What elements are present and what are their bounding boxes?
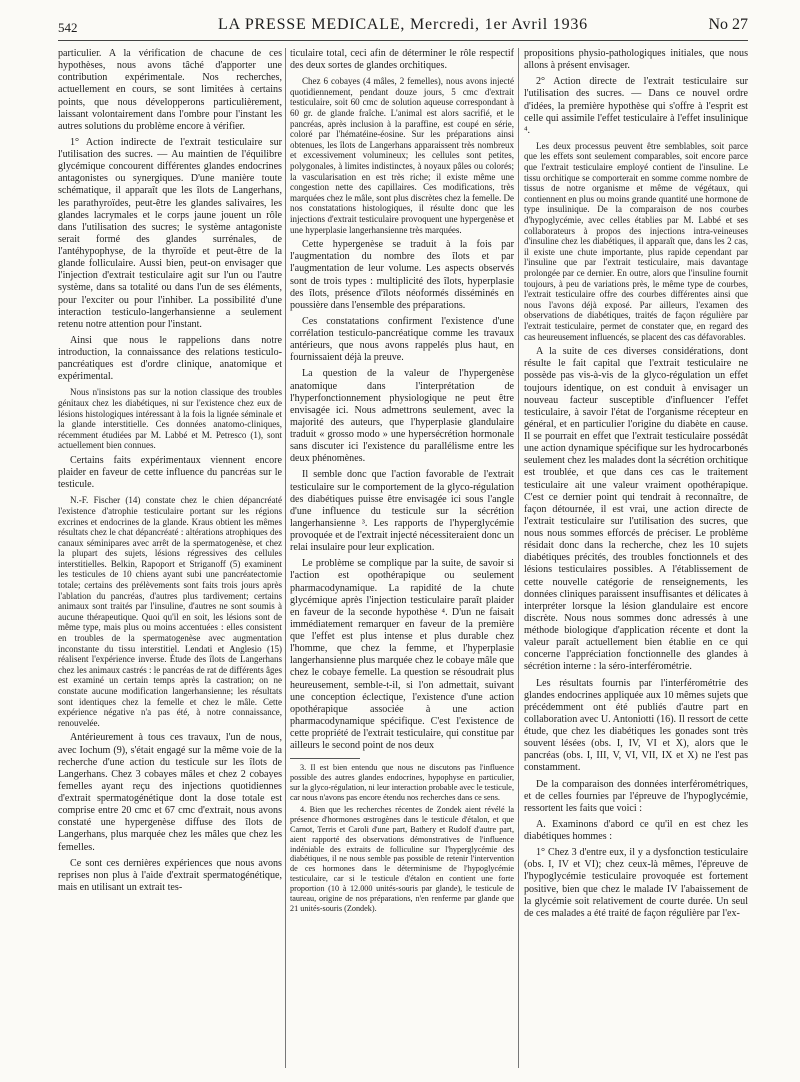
paragraph: Nous n'insistons pas sur la notion classique des troubles génitaux chez les diabétiques, ni sur l'existence chez eux de lésions histologiques intéressant à la fois la lignée séminale et la glande interstitielle. Ces données anatomo-cliniques, récemment étudiées par M. Labbé et M. Petresco (1), sont actuellement bien connues.	[58, 387, 282, 451]
footnote-rule	[290, 758, 360, 759]
paragraph: Cette hypergenèse se traduit à la fois par l'augmentation du nombre des îlots et par l'augmentation de leur volume. Les aspects observés sont de trois types : multiplicité des îlots, hyperplasie des îlots, présence d'îlots néoformés disséminés en poussière dans l'ensemble des préparations.	[290, 239, 514, 311]
paragraph: Ce sont ces dernières expériences que nous avons reprises non plus à l'aide d'extrait spermatogénétique, mais en utilisant un extrait tes-	[58, 857, 282, 893]
page-number: 542	[58, 20, 78, 35]
column-divider	[285, 48, 286, 1068]
paragraph: Le problème se complique par la suite, de savoir si l'action est opothérapique ou seulement pharmacodynamique. La rapidité de la chute glycémique après l'injection testiculaire paraît plaider en faveur de la seconde hypothèse ⁴. D'un ne faisait immédiatement remarquer en faveur de la première que l'effet est plus intense et plus durable chez l'homme, que chez la femme, et l'hyperplasie langerhansienne plus marquée chez le cobaye mâle que chez le cobaye femelle. La question se résoudrait plus heureusement, semble-t-il, si l'on admettait, suivant une conception éclectique, l'existence d'une action opothérapique associée à une action pharmacodynamique spécifique. C'est l'existence de cette propriété de l'extrait testiculaire, qui constitue par ailleurs le second point de nos deux	[290, 558, 514, 752]
paragraph: 1° Action indirecte de l'extrait testiculaire sur l'utilisation des sucres. — Au maintien de l'équilibre glycémique concourent différentes glandes endocrines antagonistes ou synergiques. D'une manière toute schématique, il apparaît que les îlots de Langerhans, les parathyroïdes, peut-être les glandes salivaires, les glandes lacrymales et le corps jaune jouent un rôle dans l'utilisation des sucres; le système antagoniste serait formé des glandes surrénales, de l'antéhypophyse, de la thyroïde et peut-être de la glande folliculaire. Aussi bien, peut-on envisager que l'injection d'extrait testiculaire agit sur l'un ou l'autre système, dans sa totalité ou dans l'un de ses éléments, pour l'exciter ou pour l'inhiber. La possibilité d'une interaction testiculo-langerhansienne a seulement retenu notre attention pour l'instant.	[58, 136, 282, 330]
column-middle-body	[290, 48, 514, 752]
paragraph: La question de la valeur de l'hypergenèse anatomique dans l'interprétation de l'hyperfonctionnement physiologique ne peut être envisagée ici. Nous admettrons seulement, avec la majorité des auteurs, que l'hyperplasie glandulaire traduit « grosso modo » une hypersécrétion hormonale sans discuter ici l'existence du parallélisme entre les deux phénomènes.	[290, 368, 514, 465]
paragraph: particulier. A la vérification de chacune de ces hypothèses, nous avons tâché d'apporter une contribution expérimentale. Nos recherches, actuellement en cours, se sont limitées à certains points, que nous développerons particulièrement, laissant volontairement dans l'ombre pour l'instant les autres solutions du problème encore à vérifier.	[58, 48, 282, 132]
column-middle	[290, 48, 514, 1078]
journal-title: LA PRESSE MEDICALE, Mercredi, 1er Avril 1936	[218, 16, 588, 33]
header-rule	[58, 40, 748, 41]
issue-number: No 27	[708, 16, 748, 33]
column-divider	[518, 48, 519, 1068]
paragraph: Ainsi que nous le rappelions dans notre introduction, la connaissance des relations testiculo-pancréatiques est d'ordre clinique, anatomique et expérimental.	[58, 334, 282, 383]
paragraph: Les deux processus peuvent être semblables, soit parce que les effets sont seulement comparables, soit encore parce que l'extrait testiculaire employé contient de l'insuline. Le tissu orchitique se comporterait en somme comme nombre de tissus de notre organisme et même de végétaux, qui contiennent en plus ou moins grande quantité une hormone de type insulinique. De la comparaison de nos courbes d'hypoglycémie, avec celles établies par M. Labbé et ses collaborateurs à propos des injections intra-veineuses d'insuline chez les diabétiques, il apparaît que, dans les 2 cas, il existe une chute importante, plus rapide cependant par l'insuline que par l'extrait testiculaire, mais davantage prolongée par ce dernier. En outre, alors que l'insuline fournit toujours, à peu de variations près, le même type de courbes, l'extrait testiculaire offre des courbes différentes ainsi que nous l'avons déjà exposé. Par ailleurs, l'examen des observations de diabétiques, traités de façon régulière par l'extrait testiculaire, permet de constater que, en regard des cas heureusement influencés, se placent des cas défavorables.	[524, 140, 748, 342]
footnote: 4. Bien que les recherches récentes de Zondek aient révélé la présence d'hormones œstrogènes dans le testicule d'étalon, et que Carnot, Terris et Caroli d'une part, Bathery et Rudolf d'autre part, aient rapporté des observations démonstratives de l'influence indéniable des extraits de folliculine sur l'hyperglycémie des diabétiques, il ne nous semble pas possible de retenir l'intervention de ces hormones dans le déterminisme de l'hypoglycémie testiculaire, car si le testicule d'étalon en contient une forte proportion (10 à 12.000 unités-souris par glande), le testicule de taureau, origine de nos préparations, n'en renferme par glande que 21 unités-souris (Zondek).	[290, 804, 514, 913]
paragraph: N.-F. Fischer (14) constate chez le chien dépancréaté l'existence d'atrophie testiculaire portant sur les régions excrines et endocrines de la glande. Kraus obtient les mêmes résultats chez le chat dépancréaté : altérations atrophiques des canaux séminipares avec arrêt de la spermatogenèse, et chez la plupart des sujets, lésions régressives des cellules interstitielles. Belkin, Rapoport et Striganoff (5) examinent les testicules de 10 chiens ayant subi une pancréatectomie totale; certains des prélèvements sont faits trois jours après l'ablation du pancréas, d'autres plus tardivement; certains animaux sont traités par l'insuline, d'autres ne sont soumis à aucune thérapeutique. Quoi qu'il en soit, les lésions sont de même type, mais plus ou moins accentuées : elles consistent en troubles de la spermatogenèse avec augmentation inconstante du tissu interstitiel. Lendati et Anglesio (15) réalisent l'expérience inverse. Étude des îlots de Langerhans chez les animaux castrés : le pancréas de rat de différents âges est examiné un certain temps après la castration; on ne constate aucune modification langerhansienne; les résultats sont identiques chez la femelle et chez le mâle. Cette expérience négative n'a pas été, à notre connaissance, renouvelée.	[58, 495, 282, 728]
paragraph: ticulaire total, ceci afin de déterminer le rôle respectif des deux sortes de glandes orchitiques.	[290, 48, 514, 72]
paragraph: Chez 6 cobayes (4 mâles, 2 femelles), nous avons injecté quotidiennement, pendant douze jours, 5 cmc d'extrait testiculaire, soit 60 cmc de solution aqueuse correspondant à 60 gr. de glande fraîche. L'animal est alors sacrifié, et le pancréas, après inclusion à la paraffine, est coupé en série, coloré par l'hématéine-éosine. Sur les préparations ainsi obtenues, les îlots de Langerhans apparaissent très nombreux et excessivement volumineux; les cellules sont petites, polygonales, à limites indistinctes, à noyaux pâles ou colorés; la vascularisation en est très riche; il existe même une congestion nette des capillaires. Ces modifications, très marquées chez le mâle, sont plus discrètes chez la femelle. De nos constatations histologiques, il résulte donc que les injections d'extrait testiculaire provoquent une hypergenèse et une hyperplasie langerhansienne très marquées.	[290, 76, 514, 235]
paragraph: propositions physio-pathologiques initiales, que nous allons à présent envisager.	[524, 48, 748, 72]
page-header	[58, 14, 748, 38]
paragraph: Ces constatations confirment l'existence d'une corrélation testiculo-pancréatique comme les travaux antérieurs, que nous avons rappelés plus haut, en fournissaient déjà la preuve.	[290, 315, 514, 364]
paragraph: 1° Chez 3 d'entre eux, il y a dysfonction testiculaire (obs. I, IV et VI); chez ceux-là mêmes, l'épreuve de l'hypoglycémie testiculaire provoquée est fortement positive, bien que chez le malade IV l'abaissement de la glycémie soit relativement de courte durée. Un seul de ces malades a été traité de façon régulière par l'ex-	[524, 847, 748, 919]
paragraph: Certains faits expérimentaux viennent encore plaider en faveur de cette influence du pancréas sur le testicule.	[58, 454, 282, 491]
paragraph: A. Examinons d'abord ce qu'il en est chez les diabétiques hommes :	[524, 818, 748, 843]
footnote: 3. Il est bien entendu que nous ne discutons pas l'influence possible des autres glandes endocrines, hypophyse en particulier, sur la glyco-régulation, ni leur interaction probable avec le testicule, car nous n'avons pas encore étendu nos recherches dans ce sens.	[290, 763, 514, 802]
paragraph: De la comparaison des données interférométriques, et de celles fournies par l'épreuve de l'hypoglycémie, ressortent les faits que voici :	[524, 778, 748, 814]
column-right	[524, 48, 748, 1078]
column-left	[58, 48, 282, 1078]
paragraph: Les résultats fournis par l'interférométrie des glandes endocrines appliquée aux 10 mêmes sujets que précédemment ont été publiés d'autre part en collaboration avec U. Antoniotti (16). Il ressort de cette étude, que chez les diabétiques les gonades sont très souvent lésées (obs. I, IV, VI et X), alors que le pancréas (obs. I, III, V, VI, VII, IX et X) ne l'est pas constamment.	[524, 677, 748, 774]
footnotes	[290, 763, 514, 914]
paragraph: Il semble donc que l'action favorable de l'extrait testiculaire sur le comportement de la glyco-régulation des diabétiques puisse être envisagée ici sous l'angle d'une influence du testicule sur la sécrétion langerhansienne ³. Les rapports de l'hyperglycémie provoquée et de l'extrait injecté nécessiteraient donc un relai insulaire pour leur explication.	[290, 469, 514, 554]
paragraph: 2° Action directe de l'extrait testiculaire sur l'utilisation des sucres. — Dans ce nouvel ordre d'idées, la première hypothèse qui s'offre à l'esprit est celle qui assimile l'effet testiculaire à l'effet insulinique ⁴.	[524, 76, 748, 136]
paragraph: Antérieurement à tous ces travaux, l'un de nous, avec Iochum (9), s'était engagé sur la même voie de la recherche d'une action du testicule sur les îlots de Langerhans. Chez 3 cobayes mâles et chez 2 cobayes femelles ayant reçu des injections quotidiennes d'extrait spermatogénétique dont la dose totale est comprise entre 20 cmc et 67 cmc d'extrait, nous avons constaté une hypergenèse diffuse des îlots de Langerhans, plus marquée chez les mâles que chez les femelles.	[58, 732, 282, 853]
paragraph: A la suite de ces diverses considérations, dont résulte le fait capital que l'extrait testiculaire ne possède pas vis-à-vis de la glyco-régulation un effet toujours identique, on est conduit à envisager un nouveau facteur susceptible d'influencer l'effet testiculaire, à savoir l'état de l'organisme récepteur en général, et en particulier l'origine du diabète en cause. Il se pourrait en effet que l'extrait testiculaire possédât une action dynamique spécifique sur les hydrocarbonés seulement chez les malades dont la sécrétion orchitique est troublée, et que dans ces cas le traitement testiculaire ait une valeur vraiment opothérapique. C'est ce dernier point qui tendrait à reconnaître, de façon détournée, il est vrai, une action directe de l'extrait testiculaire sur l'utilisation des sucres, que nous nous sommes efforcés de préciser. Le problème résidait donc dans la recherche, chez les 10 sujets diabétiques précités, des troubles fonctionnels et des lésions testiculaires possibles. A l'établissement de cette nouvelle catégorie de renseignements, les données cliniques paraissent insuffisantes et délicates à interpréter lorsque la lésion glandulaire est encore discrète. Nous nous sommes donc adressés à une méthode biologique d'application récente et dont la valeur paraît actuellement bien établie en ce qui concerne l'appréciation fonctionnelle des glandes à sécrétion interne : la séro-interférométrie.	[524, 346, 748, 673]
